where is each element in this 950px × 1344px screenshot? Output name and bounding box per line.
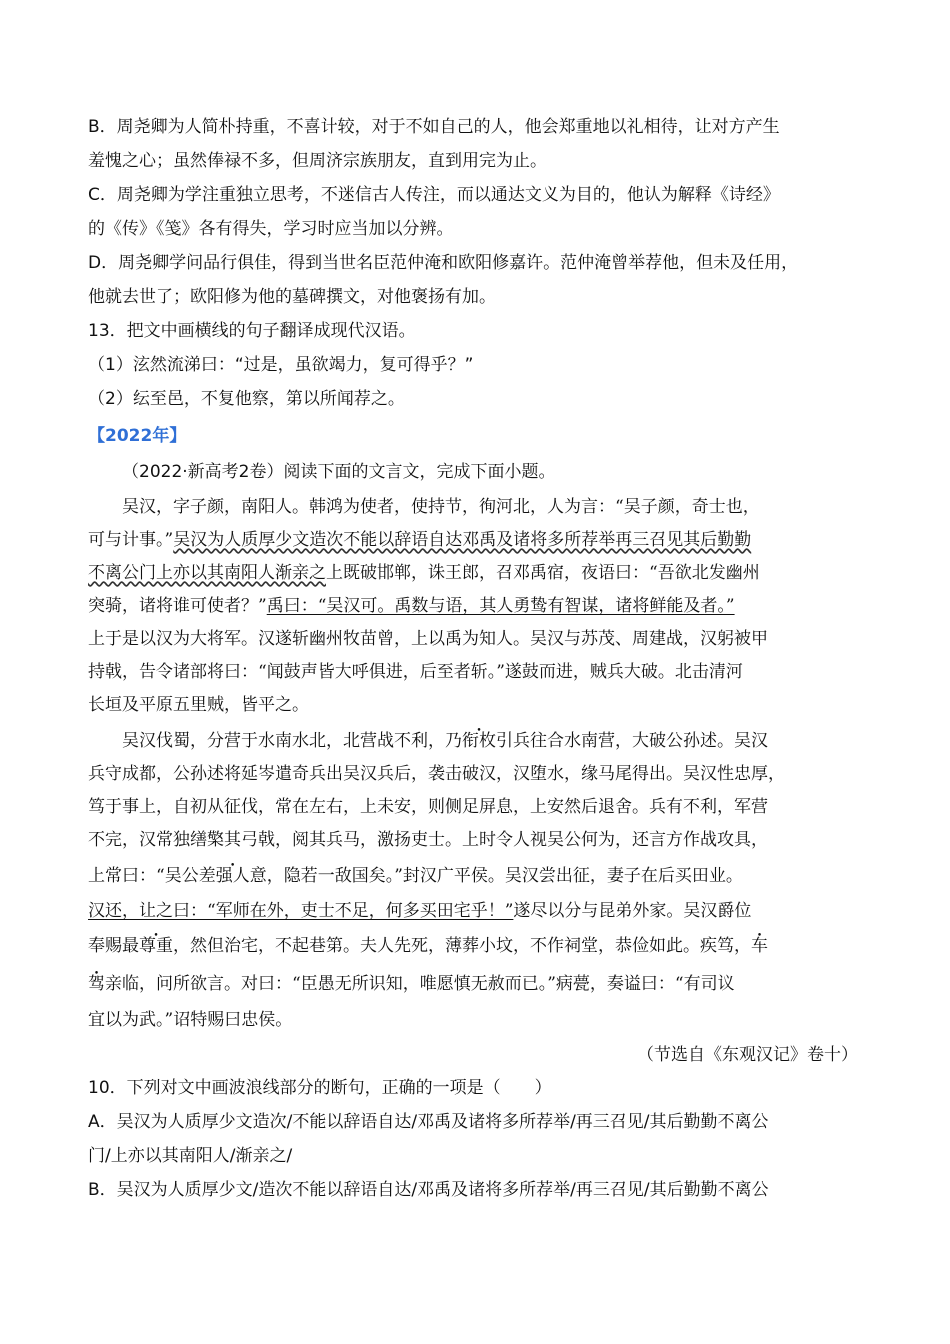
dotted-word: 差强人意 [198, 866, 267, 886]
underlined-sentence: 汉还，让之曰：“军师在外，吏士不足，何多买田宅乎！” [88, 901, 514, 921]
passage-intro: （2022·新高考2卷）阅读下面的文言文，完成下面小题。 [122, 462, 556, 482]
q12-option-c-line1: C．周尧卿为学注重独立思考，不迷信古人传注，而以通达文义为目的，他认为解释《诗经》 [88, 185, 780, 205]
passage-p1-line7: 长垣及平原五里贼，皆平之。 [88, 695, 309, 715]
wavy-line-segment: 不离公门上亦以其南阳人渐亲之 [88, 563, 326, 583]
underlined-sentence: 禹曰：“吴汉可。禹数与语，其人勇鸷有智谋，诸将鲜能及者。” [266, 596, 735, 616]
passage-p2-line2: 兵守成都，公孙述将延岑遣奇兵出吴汉兵后，袭击破汉，汉堕水，缘马尾得出。吴汉性忠厚， [88, 764, 785, 784]
q10-option-b-line1: B．吴汉为人质厚少文/造次不能以辞语自达/邓禹及诸将多所荐举/再三召见/其后勤勤不离公 [88, 1180, 769, 1200]
q12-option-b-line1: B．周尧卿为人简朴持重，不喜计较，对于不如自己的人，他会郑重地以礼相待，让对方产生 [88, 117, 780, 137]
q13-sentence-2: （2）纭至邑，不复他察，第以所闻荐之。 [88, 389, 405, 409]
year-heading: 【2022年】 [88, 426, 187, 446]
q12-option-c-line2: 的《传》《笺》各有得失，学习时应当加以分辨。 [88, 219, 454, 239]
q13-title: 13．把文中画横线的句子翻译成现代汉语。 [88, 321, 416, 341]
dotted-word: 衔枚 [462, 731, 496, 751]
wavy-line-segment: 吴汉为人质厚少文造次不能以辞语自达邓禹及诸将多所荐举再三召见其后勤勤 [173, 530, 752, 550]
passage-p2-line7: 奉赐最尊重，然但治宅，不起巷第。夫人先死，薄葬小坟，不作祠堂，恭俭如此。疾笃，车 [88, 936, 768, 956]
passage-p1-line6: 持戟，告令诸部将曰：“闻鼓声皆大呼俱进，后至者斩。”遂鼓而进，贼兵大破。北击清河 [88, 662, 743, 682]
passage-p2-line5: 上常曰：“吴公差强人意，隐若一敌国矣。”封汉广平侯。吴汉尝出征，妻子在后买田业。 [88, 866, 743, 886]
dotted-word: 驾 [88, 974, 105, 994]
q12-option-b-line2: 羞愧之心；虽然俸禄不多，但周济宗族朋友，直到用完为止。 [88, 151, 547, 171]
q10-option-a-line1: A．吴汉为人质厚少文造次/不能以辞语自达/邓禹及诸将多所荐举/再三召见/其后勤勤不离公 [88, 1112, 769, 1132]
passage-p1-line3: 不离公门上亦以其南阳人渐亲之上既破邯郸，诛王郎，召邓禹宿，夜语曰：“吾欲北发幽州 [88, 563, 760, 583]
dotted-word: 尊重 [139, 936, 173, 956]
passage-source: （节选自《东观汉记》卷十） [637, 1045, 858, 1065]
passage-p2-line6: 汉还，让之曰：“军师在外，吏士不足，何多买田宅乎！”遂尽以分与昆弟外家。吴汉爵位 [88, 901, 752, 921]
passage-p2-line3: 笃于事上，自初从征伐，常在左右，上未安，则侧足屏息，上安然后退舍。兵有不利，军营 [88, 797, 768, 817]
dotted-word: 车 [751, 936, 768, 956]
q13-sentence-1: （1）泫然流涕曰：“过是，虽欲竭力，复可得乎？” [88, 355, 474, 375]
q10-title: 10．下列对文中画波浪线部分的断句，正确的一项是（ ） [88, 1078, 552, 1098]
passage-p1-line2: 可与计事。”吴汉为人质厚少文造次不能以辞语自达邓禹及诸将多所荐举再三召见其后勤勤 [88, 530, 752, 550]
passage-p1-line1: 吴汉，字子颜，南阳人。韩鸿为使者，使持节，徇河北，人为言：“吴子颜，奇士也， [122, 497, 760, 517]
passage-p2-line1: 吴汉伐蜀，分营于水南水北，北营战不利，乃衔枚引兵往合水南营，大破公孙述。吴汉 [122, 731, 768, 751]
q12-option-d-line1: D．周尧卿学问品行俱佳，得到当世名臣范仲淹和欧阳修嘉许。范仲淹曾举荐他，但未及任用， [88, 253, 799, 273]
passage-p2-line4: 不完，汉常独缮檠其弓戟，阅其兵马，激扬吏士。上时令人视吴公何为，还言方作战攻具， [88, 830, 768, 850]
q12-option-d-line2: 他就去世了；欧阳修为他的墓碑撰文，对他褒扬有加。 [88, 287, 496, 307]
passage-p1-line4: 突骑，诸将谁可使者？”禹曰：“吴汉可。禹数与语，其人勇鸷有智谋，诸将鲜能及者。” [88, 596, 735, 616]
q10-option-a-line2: 门/上亦以其南阳人/渐亲之/ [88, 1146, 293, 1166]
passage-p1-line5: 上于是以汉为大将军。汉遂斩幽州牧苗曾，上以禹为知人。吴汉与苏茂、周建战，汉躬被甲 [88, 629, 768, 649]
passage-p2-line8: 驾亲临，问所欲言。对曰：“臣愚无所识知，唯愿慎无赦而已。”病甍，奏谥曰：“有司议 [88, 974, 735, 994]
passage-p2-line9: 宜以为武。”诏特赐曰忠侯。 [88, 1010, 293, 1030]
